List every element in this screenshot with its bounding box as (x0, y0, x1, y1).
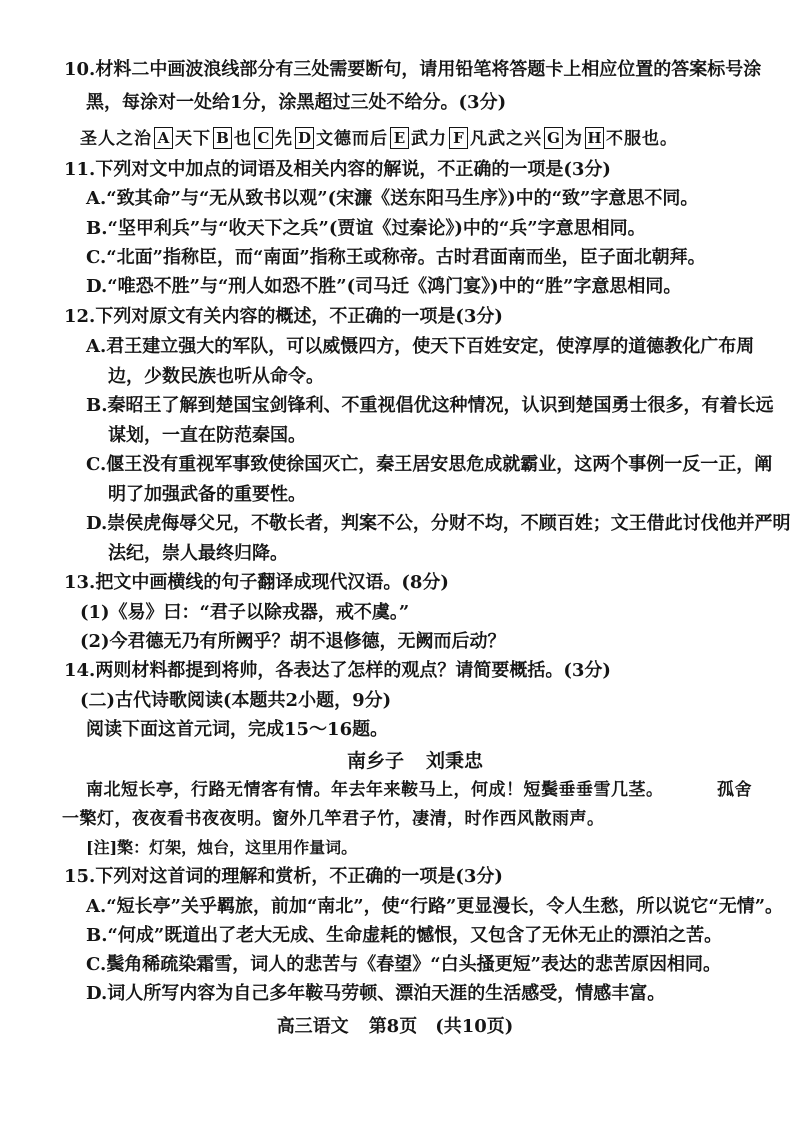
q12-option-a-line2: 边，少数民族也听从命令。 (108, 366, 324, 387)
q15-option-b: B.“何成”既道出了老大无成、生命虚耗的憾恨，又包含了无休无止的漂泊之苦。 (86, 925, 723, 946)
q12-option-c-line2: 明了加强武备的重要性。 (108, 484, 306, 505)
section2-heading: (二)古代诗歌阅读(本题共2小题，9分) (80, 690, 392, 711)
q11-option-a: A.“致其命”与“无从致书以观”(宋濂《送东阳马生序》)中的“致”字意思不同。 (86, 188, 699, 209)
poem-line-1: 南北短长亭，行路无情客有情。年去年来鞍马上，何成！短鬓垂垂雪几茎。 孤舍 (0, 777, 790, 803)
passage-seg: 文德而后 (316, 129, 388, 149)
poem-line-1-tail: 孤舍 (717, 780, 752, 800)
breakpoint-label: H (585, 127, 604, 149)
q15-stem: 15.下列对这首词的理解和赏析，不正确的一项是(3分) (64, 866, 503, 887)
q12-option-b-line2: 谋划，一直在防范秦国。 (108, 425, 306, 446)
breakpoint-label: F (449, 127, 468, 149)
breakpoint-label: A (154, 127, 173, 149)
q12-option-b-line1: B.秦昭王了解到楚国宝剑锋利、不重视倡优这种情况，认识到楚国勇士很多，有着长远 (86, 395, 774, 416)
q10-passage (0, 126, 790, 152)
passage-seg: 先 (275, 129, 293, 149)
passage-seg: 凡武之兴 (470, 129, 542, 149)
q12-option-a-line1: A.君王建立强大的军队，可以威慑四方，使天下百姓安定，使淳厚的道德教化广布周 (86, 336, 755, 357)
poem-author: 刘秉忠 (426, 750, 484, 772)
q13-sentence-2: (2)今君德无乃有所阙乎？胡不退修德，无阙而后动？ (80, 631, 506, 652)
footer-subject: 高三语文 (276, 1016, 349, 1037)
q11-option-c: C.“北面”指称臣，而“南面”指称王或称帝。古时君面南而坐，臣子面北朝拜。 (86, 247, 706, 268)
breakpoint-label: C (254, 127, 273, 149)
q11-option-b: B.“坚甲利兵”与“收天下之兵”(贾谊《过秦论》)中的“兵”字意思相同。 (86, 218, 646, 239)
passage-seg: 武力 (411, 129, 447, 149)
breakpoint-label: E (390, 127, 409, 149)
q15-option-d: D.词人所写内容为自己多年鞍马劳顿、漂泊天涯的生活感受，情感丰富。 (86, 983, 666, 1004)
q13-sentence-1: (1)《易》曰：“君子以除戎器，戒不虞。” (80, 602, 410, 623)
footer-page-total: (共10页) (435, 1016, 514, 1037)
q10-stem-line1: 10.材料二中画波浪线部分有三处需要断句，请用铅笔将答题卡上相应位置的答案标号涂 (64, 59, 762, 80)
q15-option-a: A.“短长亭”关乎羁旅，前加“南北”，使“行路”更显漫长，令人生愁，所以说它“无情”。 (86, 896, 784, 917)
q14-stem: 14.两则材料都提到将帅，各表达了怎样的观点？请简要概括。(3分) (64, 660, 611, 681)
poem-note: [注]檠：灯架，烛台，这里用作量词。 (86, 838, 358, 857)
q12-stem: 12.下列对原文有关内容的概述，不正确的一项是(3分) (64, 306, 503, 327)
poem-title (0, 748, 790, 774)
footer-page-number: 第8页 (368, 1016, 418, 1037)
passage-seg: 也 (234, 129, 252, 149)
breakpoint-label: D (295, 127, 314, 149)
q12-option-d-line2: 法纪，崇人最终归降。 (108, 543, 288, 564)
breakpoint-label: G (544, 127, 563, 149)
q10-stem-line2: 黑，每涂对一处给1分，涂黑超过三处不给分。(3分) (86, 92, 507, 113)
poem-line-2: 一檠灯，夜夜看书夜夜明。窗外几竿君子竹，凄清，时作西风散雨声。 (62, 809, 605, 829)
passage-seg: 天下 (175, 129, 211, 149)
q11-option-d: D.“唯恐不胜”与“刑人如恐不胜”(司马迁《鸿门宴》)中的“胜”字意思相同。 (86, 276, 682, 297)
page-footer (0, 1014, 790, 1040)
section2-intro: 阅读下面这首元词，完成15～16题。 (86, 719, 389, 740)
q15-option-c: C.鬓角稀疏染霜雪，词人的悲苦与《春望》“白头搔更短”表达的悲苦原因相同。 (86, 954, 721, 975)
q12-option-d-line1: D.崇侯虎侮辱父兄，不敬长者，判案不公，分财不均，不顾百姓；文王借此讨伐他并严明 (86, 513, 791, 534)
q12-option-c-line1: C.偃王没有重视军事致使徐国灭亡，秦王居安思危成就霸业，这两个事例一反一正，阐 (86, 454, 773, 475)
q11-stem: 11.下列对文中加点的词语及相关内容的解说，不正确的一项是(3分) (64, 159, 611, 180)
breakpoint-label: B (213, 127, 232, 149)
q13-stem: 13.把文中画横线的句子翻译成现代汉语。(8分) (64, 572, 449, 593)
passage-seg: 为 (565, 129, 583, 149)
poem-title-text: 南乡子 (346, 750, 404, 772)
passage-seg: 不服也。 (606, 129, 678, 149)
passage-seg: 圣人之治 (80, 129, 152, 149)
